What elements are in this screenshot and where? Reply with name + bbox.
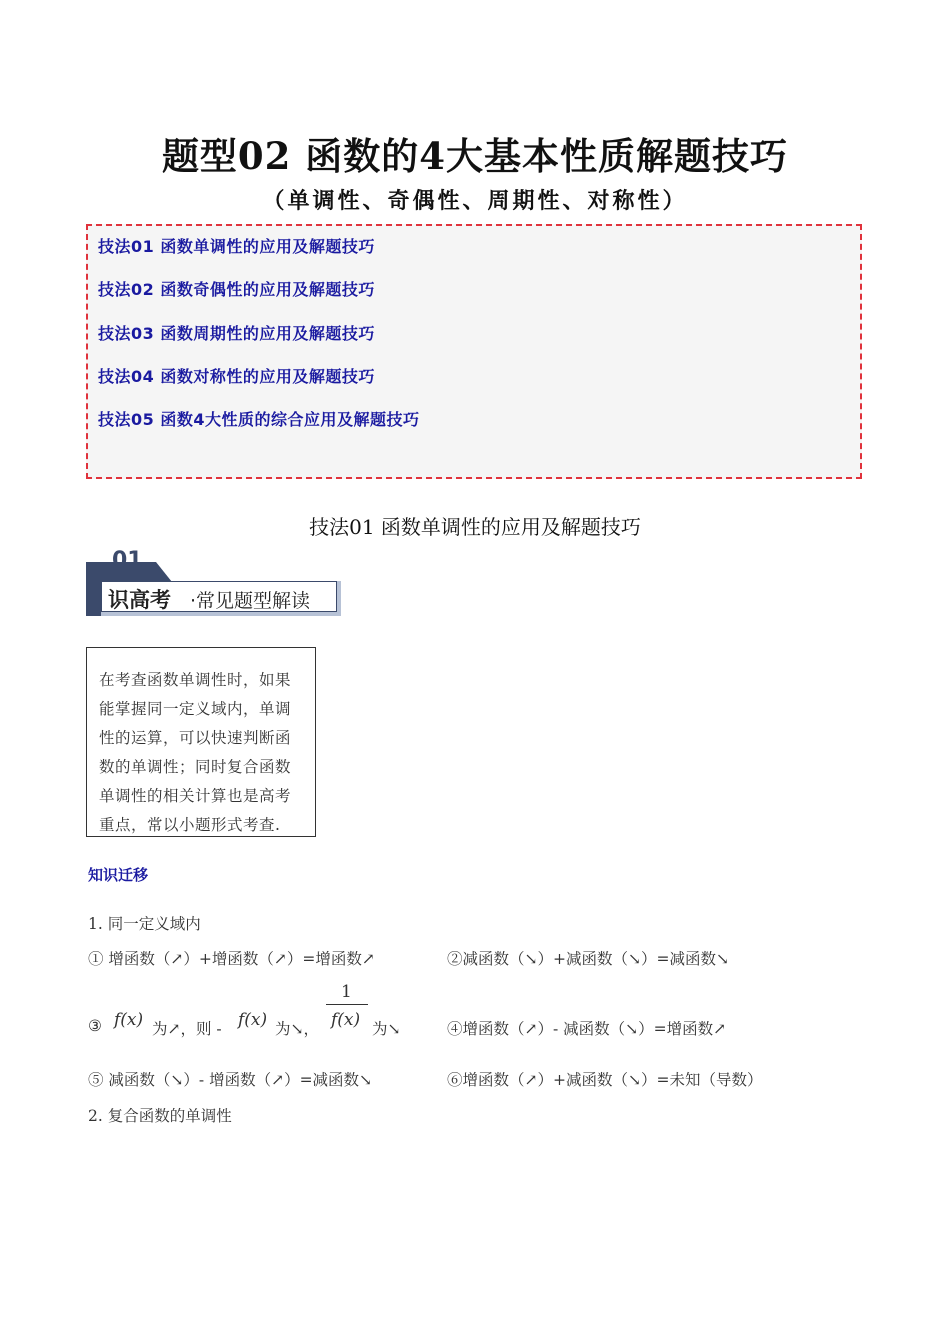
- toc-box: [86, 224, 862, 479]
- rule-2: ②减函数（↘）+减函数（↘）=减函数↘: [447, 950, 729, 968]
- rule-3-text: 为↘，: [275, 1020, 319, 1038]
- banner-strong: 识高考: [108, 588, 171, 612]
- note-line: 性的运算，可以快速判断函: [99, 729, 292, 747]
- rule-3-text: 为↘: [372, 1020, 401, 1038]
- section-banner: [86, 548, 346, 618]
- rule-3-text: 为↗，则 -: [152, 1020, 222, 1038]
- note-line: 能掌握同一定义域内，单调: [99, 700, 292, 718]
- toc-item[interactable]: 技法04 函数对称性的应用及解题技巧: [98, 367, 375, 386]
- item1-title: 1. 同一定义域内: [88, 915, 201, 933]
- note-line: 数的单调性；同时复合函数: [99, 758, 292, 776]
- knowledge-title: 知识迁移: [88, 866, 149, 884]
- rule-6: ⑥增函数（↗）+减函数（↘）=未知（导数）: [447, 1071, 763, 1089]
- banner-number: 01: [112, 548, 143, 573]
- fraction-bar: [326, 1004, 368, 1005]
- banner-label: [101, 581, 337, 612]
- rule-4: ④增函数（↗）- 减函数（↘）=增函数↗: [447, 1020, 727, 1038]
- rule-3-numeral: ③: [88, 1017, 102, 1035]
- item2-title: 2. 复合函数的单调性: [88, 1107, 232, 1125]
- toc-item[interactable]: 技法01 函数单调性的应用及解题技巧: [98, 237, 375, 256]
- note-box: [86, 647, 316, 837]
- rule-3-fx: f(x): [114, 1010, 144, 1030]
- page-title: 题型02 函数的4大基本性质解题技巧: [161, 134, 789, 178]
- toc-item[interactable]: 技法02 函数奇偶性的应用及解题技巧: [98, 280, 375, 299]
- rule-1: ① 增函数（↗）+增函数（↗）=增函数↗: [88, 950, 375, 968]
- page-subtitle: （单调性、奇偶性、周期性、对称性）: [262, 188, 688, 214]
- note-line: 重点，常以小题形式考查.: [99, 816, 281, 834]
- rule-5: ⑤ 减函数（↘）- 增函数（↗）=减函数↘: [88, 1071, 373, 1089]
- note-line: 单调性的相关计算也是高考: [99, 787, 292, 805]
- rule-3-fx: f(x): [238, 1010, 268, 1030]
- note-line: 在考查函数单调性时，如果: [99, 671, 292, 689]
- fraction-numerator: 1: [341, 982, 352, 1002]
- toc-item[interactable]: 技法03 函数周期性的应用及解题技巧: [98, 324, 375, 343]
- toc-item[interactable]: 技法05 函数4大性质的综合应用及解题技巧: [98, 410, 420, 429]
- banner-rest: ·常见题型解读: [190, 590, 311, 612]
- section-heading: 技法01 函数单调性的应用及解题技巧: [309, 515, 641, 539]
- fraction-denominator: f(x): [331, 1010, 361, 1030]
